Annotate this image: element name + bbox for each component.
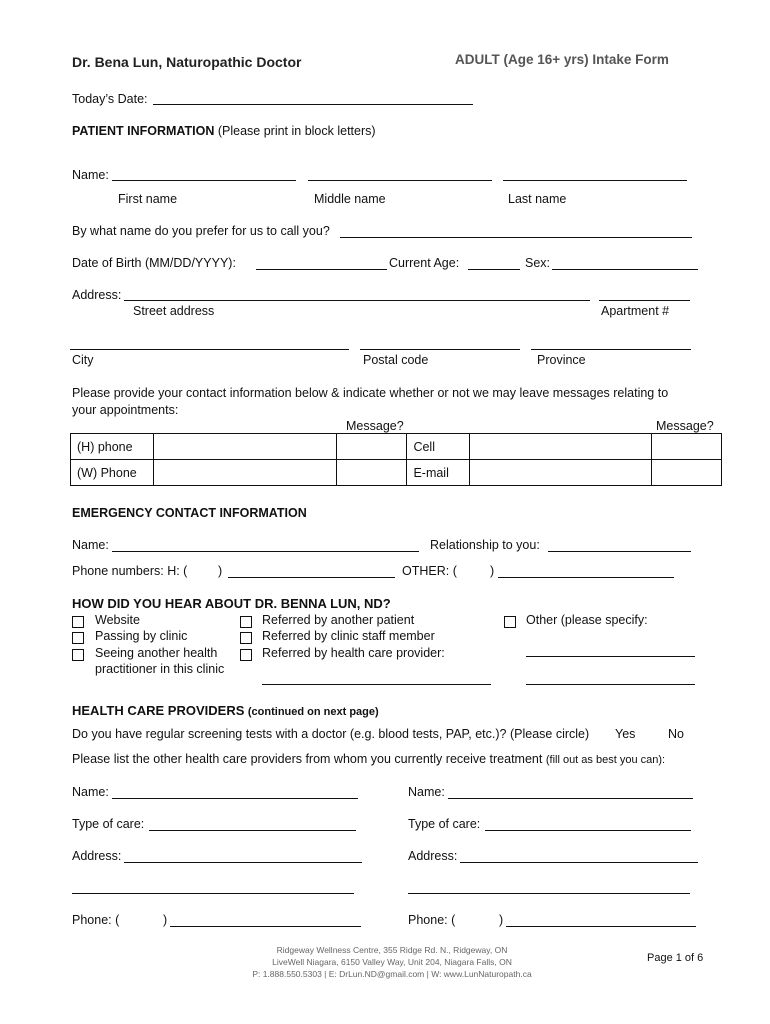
emergency-name-label: Name:: [72, 538, 109, 552]
preferred-name-label: By what name do you prefer for us to call you?: [72, 224, 330, 238]
screening-yes[interactable]: Yes: [615, 727, 636, 741]
todays-date-label: Today’s Date:: [72, 92, 148, 106]
form-title: ADULT (Age 16+ yrs) Intake Form: [455, 52, 669, 67]
footer-line1: Ridgeway Wellness Centre, 355 Ridge Rd. N., Ridgeway, ON: [276, 945, 508, 955]
apartment-caption: Apartment #: [601, 304, 670, 318]
referred-patient-label: Referred by another patient: [262, 613, 415, 627]
province-caption: Province: [537, 353, 586, 367]
passing-label: Passing by clinic: [95, 629, 188, 643]
provider2-address-label: Address:: [408, 849, 458, 863]
middle-name-caption: Middle name: [314, 192, 386, 206]
city-field[interactable]: [70, 349, 349, 350]
page-number: Page 1 of 6: [647, 952, 704, 964]
contact-note-line1: Please provide your contact information below & indicate whether or not we may leave messages relating to: [72, 386, 669, 400]
dob-label: Date of Birth (MM/DD/YYYY):: [72, 256, 236, 270]
provider2-name-field[interactable]: [448, 798, 693, 799]
emergency-phone-label: Phone numbers: H: (: [72, 564, 188, 578]
cell-input[interactable]: [470, 434, 651, 460]
provider1-phone-close: ): [163, 913, 168, 927]
message-header-right: Message?: [656, 419, 714, 433]
emergency-other-label: OTHER: (: [402, 564, 457, 578]
home-phone-input[interactable]: [153, 434, 336, 460]
todays-date-field[interactable]: [153, 104, 473, 105]
provider1-name-field[interactable]: [112, 798, 358, 799]
work-phone-message[interactable]: [337, 460, 407, 486]
provider1-address-field-2[interactable]: [72, 893, 354, 894]
home-phone-message[interactable]: [337, 434, 407, 460]
email-message[interactable]: [651, 460, 721, 486]
provider1-address-label: Address:: [72, 849, 122, 863]
other-field-1[interactable]: [526, 656, 695, 657]
providers-heading: HEALTH CARE PROVIDERS (continued on next page): [72, 703, 379, 718]
cell-message[interactable]: [651, 434, 721, 460]
emergency-heading: EMERGENCY CONTACT INFORMATION: [72, 506, 307, 520]
referred-provider-label: Referred by health care provider:: [262, 646, 445, 660]
website-label: Website: [95, 613, 140, 627]
postal-code-field[interactable]: [360, 349, 520, 350]
dob-field[interactable]: [256, 269, 387, 270]
provider2-type-label: Type of care:: [408, 817, 481, 831]
street-address-field[interactable]: [124, 300, 590, 301]
postal-caption: Postal code: [363, 353, 429, 367]
home-phone-label: (H) phone: [71, 434, 154, 460]
emergency-name-field[interactable]: [112, 551, 419, 552]
seeing-practitioner-label: Seeing another health: [95, 646, 218, 660]
provider1-name-label: Name:: [72, 785, 109, 799]
provider2-phone-label: Phone: (: [408, 913, 456, 927]
contact-note-line2: your appointments:: [72, 403, 179, 417]
seeing-practitioner-label-2: practitioner in this clinic: [95, 662, 225, 676]
preferred-name-field[interactable]: [340, 237, 692, 238]
footer-line2: LiveWell Niagara, 6150 Valley Way, Unit 204, Niagara Falls, ON: [272, 957, 512, 967]
referred-provider-field[interactable]: [262, 684, 491, 685]
city-caption: City: [72, 353, 94, 367]
provider1-phone-field[interactable]: [170, 926, 361, 927]
age-label: Current Age:: [389, 256, 460, 270]
website-checkbox[interactable]: [72, 616, 84, 628]
contact-table: [70, 433, 722, 486]
relationship-field[interactable]: [548, 551, 691, 552]
middle-name-field[interactable]: [308, 180, 492, 181]
emergency-phone-close: ): [218, 564, 223, 578]
provider1-type-label: Type of care:: [72, 817, 145, 831]
street-caption: Street address: [133, 304, 215, 318]
table-row: [71, 460, 722, 486]
other-label: Other (please specify:: [526, 613, 648, 627]
last-name-caption: Last name: [508, 192, 567, 206]
sex-field[interactable]: [552, 269, 698, 270]
referred-staff-checkbox[interactable]: [240, 632, 252, 644]
provider1-type-field[interactable]: [149, 830, 356, 831]
province-field[interactable]: [531, 349, 691, 350]
emergency-other-field[interactable]: [498, 577, 674, 578]
provider2-address-field-2[interactable]: [408, 893, 690, 894]
provider2-phone-close: ): [499, 913, 504, 927]
cell-label: Cell: [407, 434, 470, 460]
last-name-field[interactable]: [503, 180, 687, 181]
other-field-2[interactable]: [526, 684, 695, 685]
referral-heading: HOW DID YOU HEAR ABOUT DR. BENNA LUN, ND?: [72, 596, 391, 611]
provider1-phone-label: Phone: (: [72, 913, 120, 927]
work-phone-label: (W) Phone: [71, 460, 154, 486]
first-name-caption: First name: [118, 192, 178, 206]
doctor-name: Dr. Bena Lun, Naturopathic Doctor: [72, 54, 302, 70]
message-header-left: Message?: [346, 419, 404, 433]
passing-checkbox[interactable]: [72, 632, 84, 644]
referred-provider-checkbox[interactable]: [240, 649, 252, 661]
work-phone-input[interactable]: [153, 460, 336, 486]
referred-staff-label: Referred by clinic staff member: [262, 629, 435, 643]
address-label: Address:: [72, 288, 122, 302]
relationship-label: Relationship to you:: [430, 538, 540, 552]
patient-info-heading: PATIENT INFORMATION (Please print in block letters): [72, 124, 376, 138]
referred-patient-checkbox[interactable]: [240, 616, 252, 628]
emergency-other-close: ): [490, 564, 495, 578]
screening-question: Do you have regular screening tests with a doctor (e.g. blood tests, PAP, etc.)? (Please circle): [72, 727, 590, 741]
provider1-address-field[interactable]: [124, 862, 362, 863]
seeing-practitioner-checkbox[interactable]: [72, 649, 84, 661]
provider2-type-field[interactable]: [485, 830, 691, 831]
age-field[interactable]: [468, 269, 520, 270]
sex-label: Sex:: [525, 256, 551, 270]
emergency-phone-field[interactable]: [228, 577, 395, 578]
footer-line3: P: 1.888.550.5303 | E: DrLun.ND@gmail.com | W: www.LunNaturopath.ca: [252, 969, 532, 979]
other-checkbox[interactable]: [504, 616, 516, 628]
email-label: E-mail: [407, 460, 470, 486]
providers-list-question: Please list the other health care providers from whom you currently receive treatment (fill out as best you can):: [72, 752, 666, 766]
first-name-field[interactable]: [112, 180, 296, 181]
email-input[interactable]: [470, 460, 651, 486]
apartment-field[interactable]: [599, 300, 690, 301]
provider2-address-field[interactable]: [460, 862, 698, 863]
name-label: Name:: [72, 168, 109, 182]
table-row: [71, 434, 722, 460]
provider2-phone-field[interactable]: [506, 926, 696, 927]
provider2-name-label: Name:: [408, 785, 445, 799]
screening-no[interactable]: No: [668, 727, 684, 741]
